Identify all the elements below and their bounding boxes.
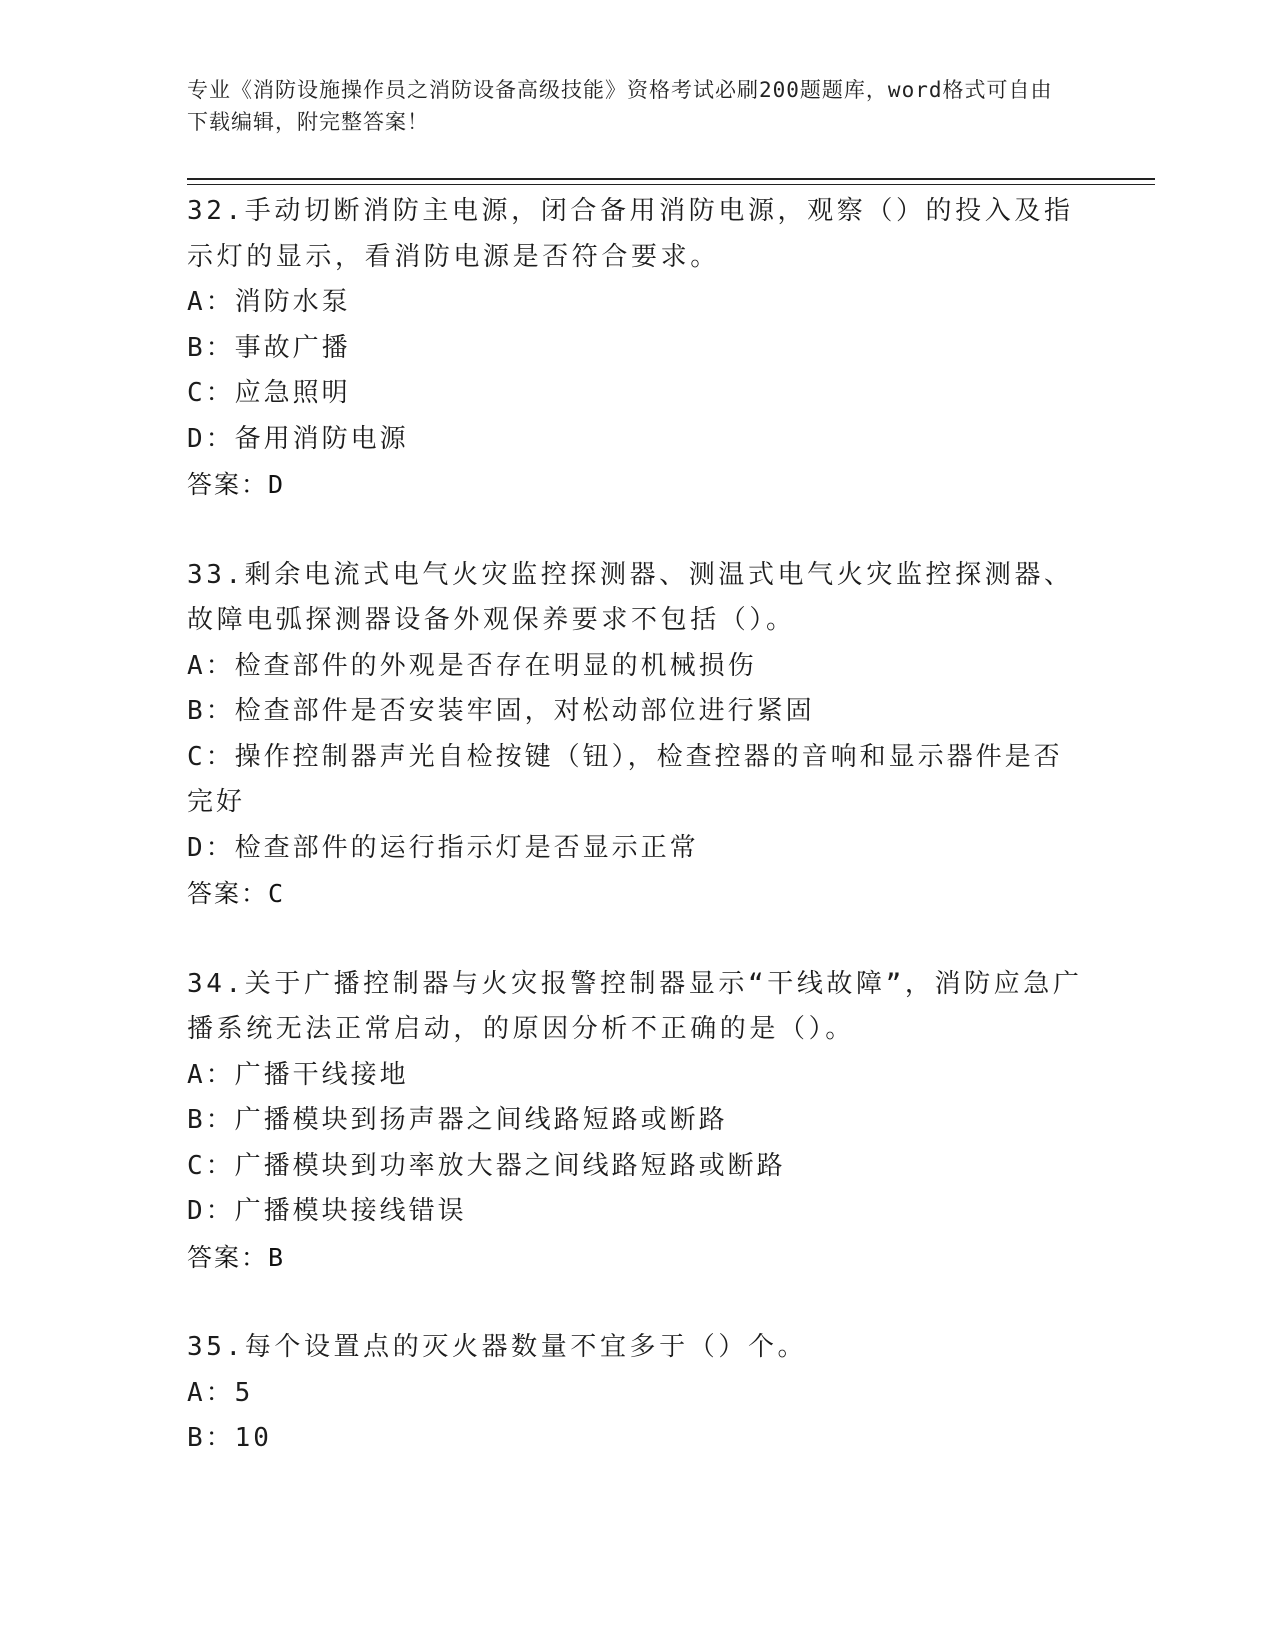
- option-d: D：检查部件的运行指示灯是否显示正常: [187, 832, 699, 863]
- question-32: [187, 189, 1087, 508]
- answer-label: 答案：: [187, 879, 269, 908]
- option-a: A：5: [187, 1377, 254, 1408]
- option-c: C：应急照明: [187, 378, 351, 408]
- option-b: B：事故广播: [187, 332, 351, 363]
- option-c: C：广播模块到功率放大器之间线路短路或断路: [187, 1150, 786, 1181]
- answer-line: [187, 462, 1087, 508]
- option-b: B：10: [187, 1423, 272, 1453]
- option-c: C：操作控制器声光自检按键（钮），检查控器的音响和显示器件是否完好: [187, 741, 1063, 817]
- answer-line: [187, 1235, 1087, 1281]
- answer-value: D: [268, 470, 286, 499]
- document-header: [187, 74, 1067, 138]
- option-d: D：广播模块接线错误: [187, 1196, 467, 1226]
- question-33: [187, 553, 1087, 917]
- option-a: A：消防水泵: [187, 287, 351, 317]
- question-stem: 32.手动切断消防主电源，闭合备用消防电源，观察（）的投入及指示灯的显示，看消防电源是否符合要求。: [187, 196, 1074, 272]
- option-d: D：备用消防电源: [187, 423, 409, 454]
- question-35: [187, 1325, 1087, 1462]
- answer-value: C: [268, 879, 286, 908]
- header-divider-thin: [187, 184, 1155, 185]
- answer-label: 答案：: [187, 470, 269, 499]
- option-b: B：检查部件是否安装牢固，对松动部位进行紧固: [187, 696, 815, 726]
- answer-value: B: [268, 1242, 286, 1272]
- option-a: A：广播干线接地: [187, 1059, 409, 1090]
- option-b: B：广播模块到扬声器之间线路短路或断路: [187, 1105, 728, 1135]
- option-a: A：检查部件的外观是否存在明显的机械损伤: [187, 650, 757, 681]
- header-divider-thick: [187, 178, 1155, 180]
- header-text: 专业《消防设施操作员之消防设备高级技能》资格考试必刷200题题库，word格式可自由下载编辑，附完整答案！: [187, 78, 1053, 134]
- question-list: [187, 189, 1087, 1507]
- question-stem: 34.关于广播控制器与火灾报警控制器显示“干线故障”，消防应急广播系统无法正常启动，的原因分析不正确的是（）。: [187, 968, 1083, 1044]
- answer-line: [187, 871, 1087, 917]
- answer-label: 答案：: [187, 1242, 269, 1272]
- question-stem: 33.剩余电流式电气火灾监控探测器、测温式电气火灾监控探测器、故障电弧探测器设备外观保养要求不包括（）。: [187, 559, 1074, 635]
- question-stem: 35.每个设置点的灭火器数量不宜多于（）个。: [187, 1332, 808, 1362]
- question-34: [187, 962, 1087, 1281]
